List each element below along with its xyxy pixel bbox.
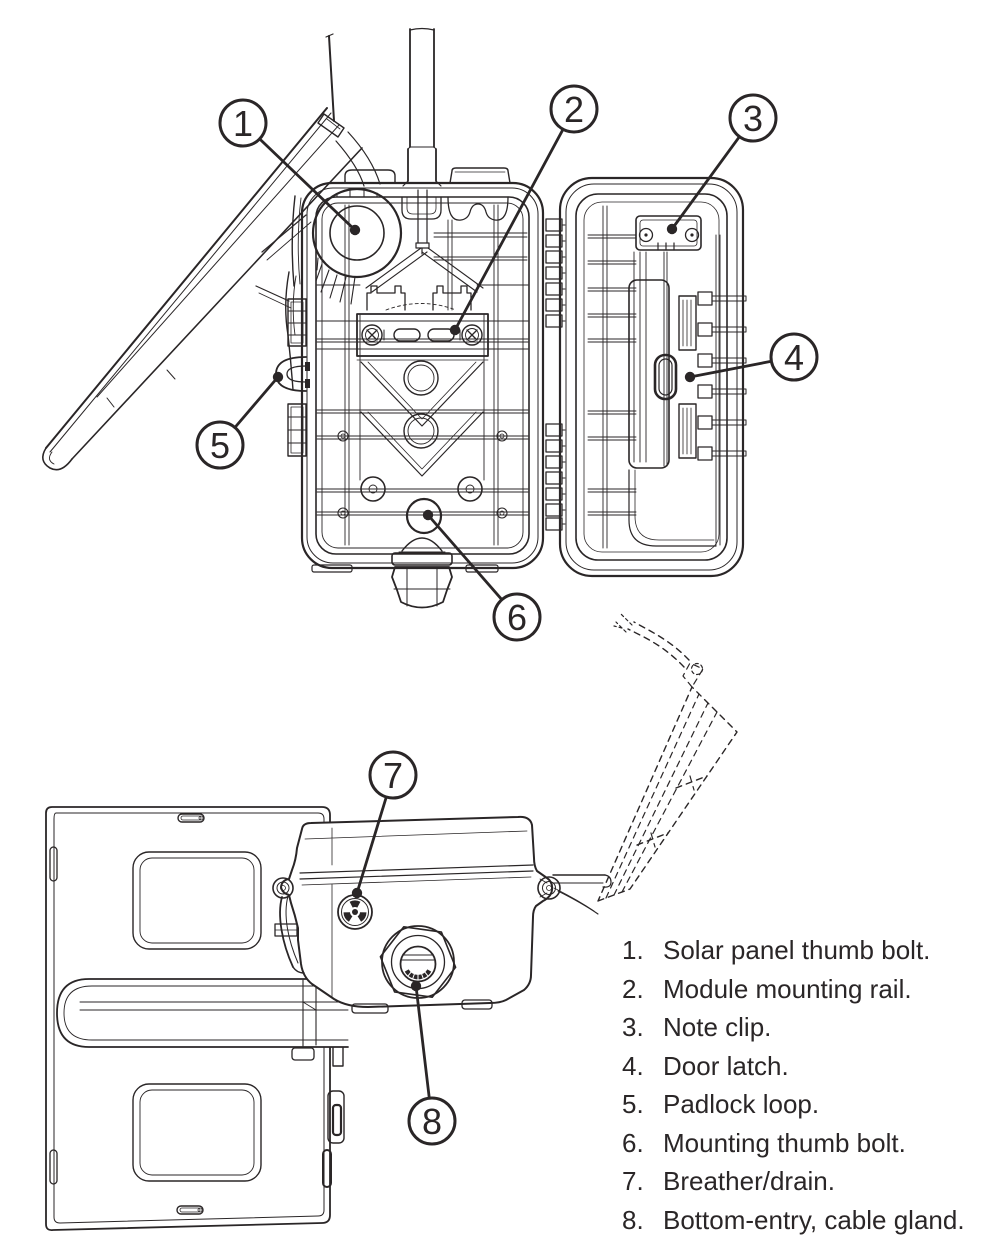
callout-3 <box>667 95 776 234</box>
legend-item <box>622 1014 986 1040</box>
callout-6 <box>423 510 540 640</box>
legend-item <box>622 973 986 1004</box>
door-latch <box>629 252 746 546</box>
callout-2-number: 2 <box>563 89 585 130</box>
hinge-knuckles <box>546 219 565 530</box>
callout-1-number: 1 <box>232 103 254 144</box>
enclosure-bottom <box>273 817 611 1013</box>
antenna-phantom <box>598 613 737 901</box>
legend-item-number: 7. <box>622 1166 644 1196</box>
callout-4-number: 4 <box>783 337 805 378</box>
legend-item <box>622 937 986 963</box>
legend-item-number: 2. <box>622 973 644 1004</box>
callout-7-number: 7 <box>382 755 404 796</box>
note-clip <box>636 216 701 250</box>
callout-6-number: 6 <box>506 597 528 638</box>
enclosure-body <box>276 168 565 608</box>
callout-1 <box>220 100 360 235</box>
legend-item-label: Breather/drain. <box>663 1166 835 1196</box>
legend-item-label: Solar panel thumb bolt. <box>663 935 931 965</box>
legend-item-label: Bottom-entry, cable gland. <box>663 1204 965 1235</box>
legend-item-number: 1. <box>622 935 644 965</box>
enclosure-door <box>560 178 746 576</box>
top-view <box>43 29 746 608</box>
legend-item <box>622 1168 986 1194</box>
legend-item-number: 3. <box>622 1012 644 1042</box>
legend-item-number: 6. <box>622 1127 644 1158</box>
legend-item-label: Mounting thumb bolt. <box>663 1127 906 1158</box>
whip-antenna-icon <box>318 34 344 137</box>
module-mounting-rail <box>357 314 488 360</box>
legend-item-number: 4. <box>622 1050 644 1081</box>
legend-item <box>622 1050 986 1081</box>
solar-panel-side <box>43 108 362 470</box>
legend-item-label: Note clip. <box>663 1012 772 1042</box>
callout-3-number: 3 <box>742 98 764 139</box>
solar-panel-thumb-bolt <box>313 189 401 304</box>
legend-item <box>622 1091 986 1117</box>
legend-item-number: 8. <box>622 1204 644 1235</box>
legend <box>622 937 986 1233</box>
legend-item-number: 5. <box>622 1089 644 1119</box>
legend-item <box>622 1204 986 1235</box>
legend-item-label: Padlock loop. <box>663 1089 820 1119</box>
legend-item-label: Door latch. <box>663 1050 789 1081</box>
legend-item-label: Module mounting rail. <box>663 973 912 1004</box>
callout-4 <box>685 334 817 382</box>
callout-8-number: 8 <box>421 1101 443 1142</box>
antenna-mast <box>403 29 441 187</box>
legend-item <box>622 1127 986 1158</box>
callout-5 <box>197 372 283 468</box>
callout-5-number: 5 <box>209 425 231 466</box>
pole-mount-arm <box>57 979 348 1060</box>
